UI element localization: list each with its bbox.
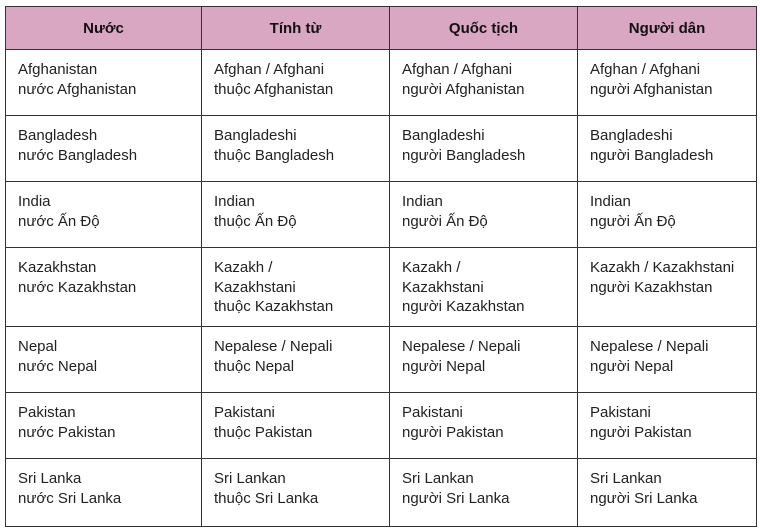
- cell-country: [6, 116, 202, 182]
- cell-line: thuộc Pakistan: [214, 423, 313, 441]
- table-row: [6, 393, 757, 459]
- cell-adjective: [202, 182, 390, 248]
- header-nationality: Quốc tịch: [390, 7, 578, 50]
- cell-nationality: [390, 393, 578, 459]
- cell-line: Sri Lanka: [18, 470, 82, 487]
- cell-line: nước Ấn Độ: [18, 212, 100, 230]
- cell-line: Sri Lankan: [402, 470, 474, 487]
- cell-people: [578, 182, 757, 248]
- cell-line: thuộc Bangladesh: [214, 146, 335, 164]
- cell-line: Pakistani: [590, 404, 651, 421]
- cell-line: Afghan / Afghani: [214, 61, 325, 78]
- cell-line: Kazakhstan: [18, 259, 97, 276]
- header-adjective: Tính từ: [202, 7, 390, 50]
- cell-line: Nepalese / Nepali: [402, 338, 521, 355]
- header-people: Người dân: [578, 7, 757, 50]
- cell-country: [6, 393, 202, 459]
- cell-line: người Kazakhstan: [590, 278, 713, 296]
- cell-line: Kazakh /: [214, 259, 273, 276]
- cell-nationality: [390, 50, 578, 116]
- cell-line: nước Pakistan: [18, 423, 116, 441]
- table-row: [6, 327, 757, 393]
- cell-line: Kazakhstani: [214, 278, 296, 296]
- cell-line: Pakistani: [402, 404, 463, 421]
- cell-line: thuộc Kazakhstan: [214, 298, 334, 315]
- cell-line: người Kazakhstan: [402, 298, 525, 315]
- cell-line: người Pakistan: [590, 423, 692, 441]
- cell-line: người Nepal: [402, 357, 486, 375]
- header-row: [6, 7, 757, 50]
- cell-line: Sri Lankan: [590, 470, 662, 487]
- cell-line: Kazakh / Kazakhstani: [590, 259, 735, 276]
- cell-nationality: [390, 248, 578, 327]
- cell-people: [578, 116, 757, 182]
- cell-adjective: [202, 116, 390, 182]
- nationality-table: [5, 6, 757, 527]
- cell-line: nước Afghanistan: [18, 80, 137, 98]
- cell-line: Afghanistan: [18, 61, 98, 78]
- cell-line: thuộc Nepal: [214, 357, 295, 375]
- cell-adjective: [202, 393, 390, 459]
- cell-line: Indian: [402, 193, 443, 210]
- cell-line: Pakistani: [214, 404, 275, 421]
- cell-line: Nepal: [18, 338, 58, 355]
- cell-adjective: [202, 248, 390, 327]
- cell-nationality: [390, 459, 578, 527]
- cell-line: Pakistan: [18, 404, 76, 421]
- cell-line: nước Nepal: [18, 357, 98, 375]
- table-row: [6, 459, 757, 527]
- cell-line: Bangladeshi: [402, 127, 485, 144]
- cell-line: Nepalese / Nepali: [590, 338, 709, 355]
- cell-line: Kazakhstani: [402, 278, 484, 296]
- cell-line: Bangladesh: [18, 127, 98, 144]
- cell-people: [578, 248, 757, 327]
- cell-line: người Bangladesh: [590, 146, 714, 164]
- cell-country: [6, 50, 202, 116]
- cell-country: [6, 327, 202, 393]
- cell-line: người Afghanistan: [402, 80, 525, 98]
- table-row: [6, 182, 757, 248]
- cell-line: Indian: [590, 193, 631, 210]
- cell-line: Bangladeshi: [214, 127, 297, 144]
- cell-line: nước Sri Lanka: [18, 489, 122, 507]
- cell-line: người Pakistan: [402, 423, 504, 441]
- cell-line: nước Kazakhstan: [18, 278, 137, 296]
- cell-line: Afghan / Afghani: [402, 61, 513, 78]
- header-country: Nước: [6, 7, 202, 50]
- cell-nationality: [390, 182, 578, 248]
- cell-people: [578, 459, 757, 527]
- cell-line: người Sri Lanka: [590, 489, 698, 507]
- cell-nationality: [390, 327, 578, 393]
- cell-country: [6, 459, 202, 527]
- cell-line: thuộc Afghanistan: [214, 80, 334, 98]
- cell-line: thuộc Ấn Độ: [214, 212, 297, 230]
- table-row: [6, 50, 757, 116]
- cell-line: người Ấn Độ: [590, 212, 676, 230]
- cell-line: Afghan / Afghani: [590, 61, 701, 78]
- cell-line: Indian: [214, 193, 255, 210]
- cell-people: [578, 50, 757, 116]
- cell-line: Nepalese / Nepali: [214, 338, 333, 355]
- cell-adjective: [202, 50, 390, 116]
- cell-adjective: [202, 327, 390, 393]
- cell-line: người Ấn Độ: [402, 212, 488, 230]
- cell-line: Sri Lankan: [214, 470, 286, 487]
- cell-country: [6, 248, 202, 327]
- cell-line: nước Bangladesh: [18, 146, 138, 164]
- cell-people: [578, 393, 757, 459]
- table-row: [6, 116, 757, 182]
- cell-line: India: [18, 193, 51, 210]
- table-row: [6, 248, 757, 327]
- cell-line: Bangladeshi: [590, 127, 673, 144]
- cell-line: Kazakh /: [402, 259, 461, 276]
- cell-country: [6, 182, 202, 248]
- cell-people: [578, 327, 757, 393]
- cell-line: người Nepal: [590, 357, 674, 375]
- cell-nationality: [390, 116, 578, 182]
- cell-line: người Sri Lanka: [402, 489, 510, 507]
- cell-adjective: [202, 459, 390, 527]
- cell-line: người Bangladesh: [402, 146, 526, 164]
- cell-line: người Afghanistan: [590, 80, 713, 98]
- cell-line: thuộc Sri Lanka: [214, 489, 319, 507]
